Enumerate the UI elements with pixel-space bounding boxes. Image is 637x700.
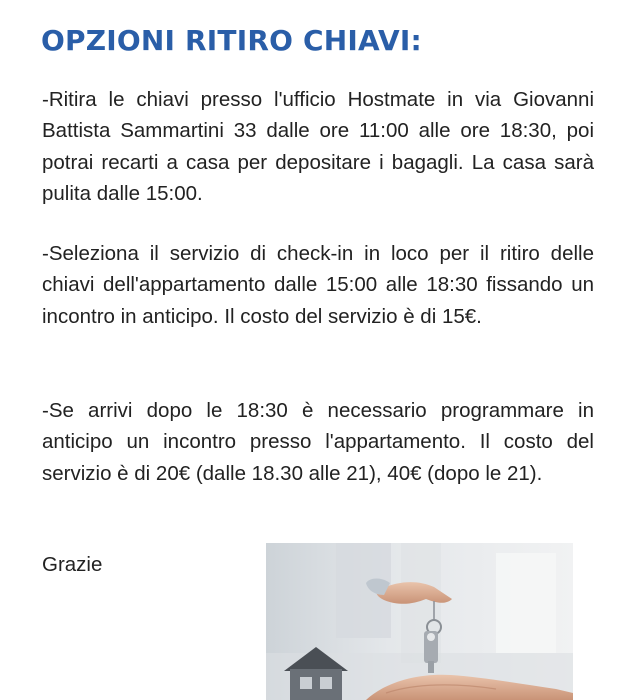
option-late-arrival: -Se arrivi dopo le 18:30 è necessario programmare in anticipo un incontro presso l'appartamento. Il costo del servizio è di 20€ (dalle 18.30 alle 21), 40€ (dopo le 21). — [42, 399, 594, 485]
hand-giving-keys-icon — [266, 543, 573, 700]
closing-text: Grazie — [42, 553, 103, 576]
option-office-pickup: -Ritira le chiavi presso l'ufficio Hostmate in via Giovanni Battista Sammartini 33 dalle ore 11:00 alle ore 18:30, poi potrai recarti a casa per depositare i bagagli. La casa sarà pulita dalle 15:00. — [42, 88, 594, 205]
keys-handover-photo — [266, 543, 573, 700]
page-title: OPZIONI RITIRO CHIAVI: — [41, 24, 422, 57]
option-onsite-checkin: -Seleziona il servizio di check-in in loco per il ritiro delle chiavi dell'appartamento dalle 15:00 alle 18:30 fissando un incontro in anticipo. Il costo del servizio è di 15€. — [42, 242, 594, 328]
